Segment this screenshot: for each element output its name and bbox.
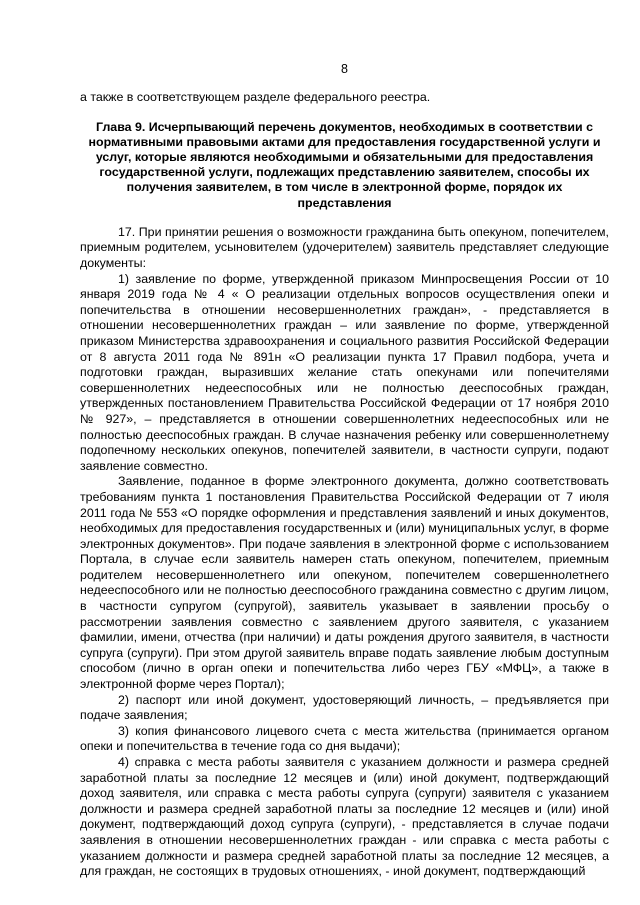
list-item-1: 1) заявление по форме, утвержденной приказом Минпросвещения России от 10 января 2019 года № 4 « О реализации отдельных вопросов осуществления опеки и попечительства в отношении несовершеннолетних граждан», - представляется в отношении несовершеннолетних граждан – или заявление по форме, утвержденной приказом Министерства здравоохранения и социального развития Российской Федерации от 8 августа 2011 года № 891н «О реализации пункта 17 Правил подбора, учета и подготовки граждан, выразивших желание стать опекунами или попечителями совершеннолетних недееспособных или не полностью дееспособных граждан, утвержденных постановлением Правительства Российской Федерации от 17 ноября 2010 № 927», – представляется в отношении совершеннолетних недееспособных или не полностью дееспособных граждан. В случае назначения ребенку или совершеннолетнему подопечному нескольких опекунов, попечителей заявители, в частности супруги, подают заявление совместно. <box>80 271 609 473</box>
paragraph-intro: а также в соответствующем разделе федерального реестра. <box>80 90 431 104</box>
list-item-2: 2) паспорт или иной документ, удостоверяющий личность, – предъявляется при подаче заявления; <box>80 692 609 723</box>
list-item-4: 4) справка с места работы заявителя с указанием должности и размера средней заработной платы за последние 12 месяцев и (или) иной документ, подтверждающий доход заявителя, или справка с места работы супруга (супруги) заявителя с указанием должности и размера средней заработной платы за последние 12 месяцев и (или) иной документ, подтверждающий доход супруга (супруги), - представляется в случае подачи заявления в отношении несовершеннолетних граждан - или справка с места работы с указанием должности и размера средней заработной платы за последние 12 месяцев, а для граждан, не состоящих в трудовых отношениях, - иной документ, подтверждающий <box>80 755 609 879</box>
paragraph-electronic-application: Заявление, поданное в форме электронного документа, должно соответствовать требованиям пункта 1 постановления Правительства Российской Федерации от 7 июля 2011 года № 553 «О порядке оформления и представления заявлений и иных документов, необходимых для предоставления государственных и (или) муниципальных услуг, в форме электронных документов». При подаче заявления в электронной форме с использованием Портала, в случае если заявитель намерен стать опекуном, попечителем, приемным родителем несовершеннолетнего или опекуном, попечителем совершеннолетнего недееспособного или не полностью дееспособного гражданина совместно с другим лицом, в частности супругом (супругой), заявитель указывает в заявлении просьбу о рассмотрении заявления совместно с заявлением другого заявителя, с указанием фамилии, имени, отчества (при наличии) и даты рождения другого заявителя, в частности супруга (супруги). При этом другой заявитель вправе подать заявление любым доступным способом (лично в орган опеки и попечительства либо через ГБУ «МФЦ», а также в электронной форме через Портал); <box>80 474 609 692</box>
chapter-heading: Глава 9. Исчерпывающий перечень документов, необходимых в соответствии с нормативными правовыми актами для предоставления государственной услуги и услуг, которые являются необходимыми и обязательными для предоставления государственной услуги, подлежащих представлению заявителем, способы их получения заявителем, в том числе в электронной форме, порядок их представления <box>88 119 601 210</box>
page-number: 8 <box>341 62 348 76</box>
list-item-3: 3) копия финансового лицевого счета с места жительства (принимается органом опеки и попечительства в течение года со дня выдачи); <box>80 723 609 754</box>
paragraph-17: 17. При принятии решения о возможности гражданина быть опекуном, попечителем, приемным родителем, усыновителем (удочерителем) заявитель представляет следующие документы: <box>80 224 609 270</box>
